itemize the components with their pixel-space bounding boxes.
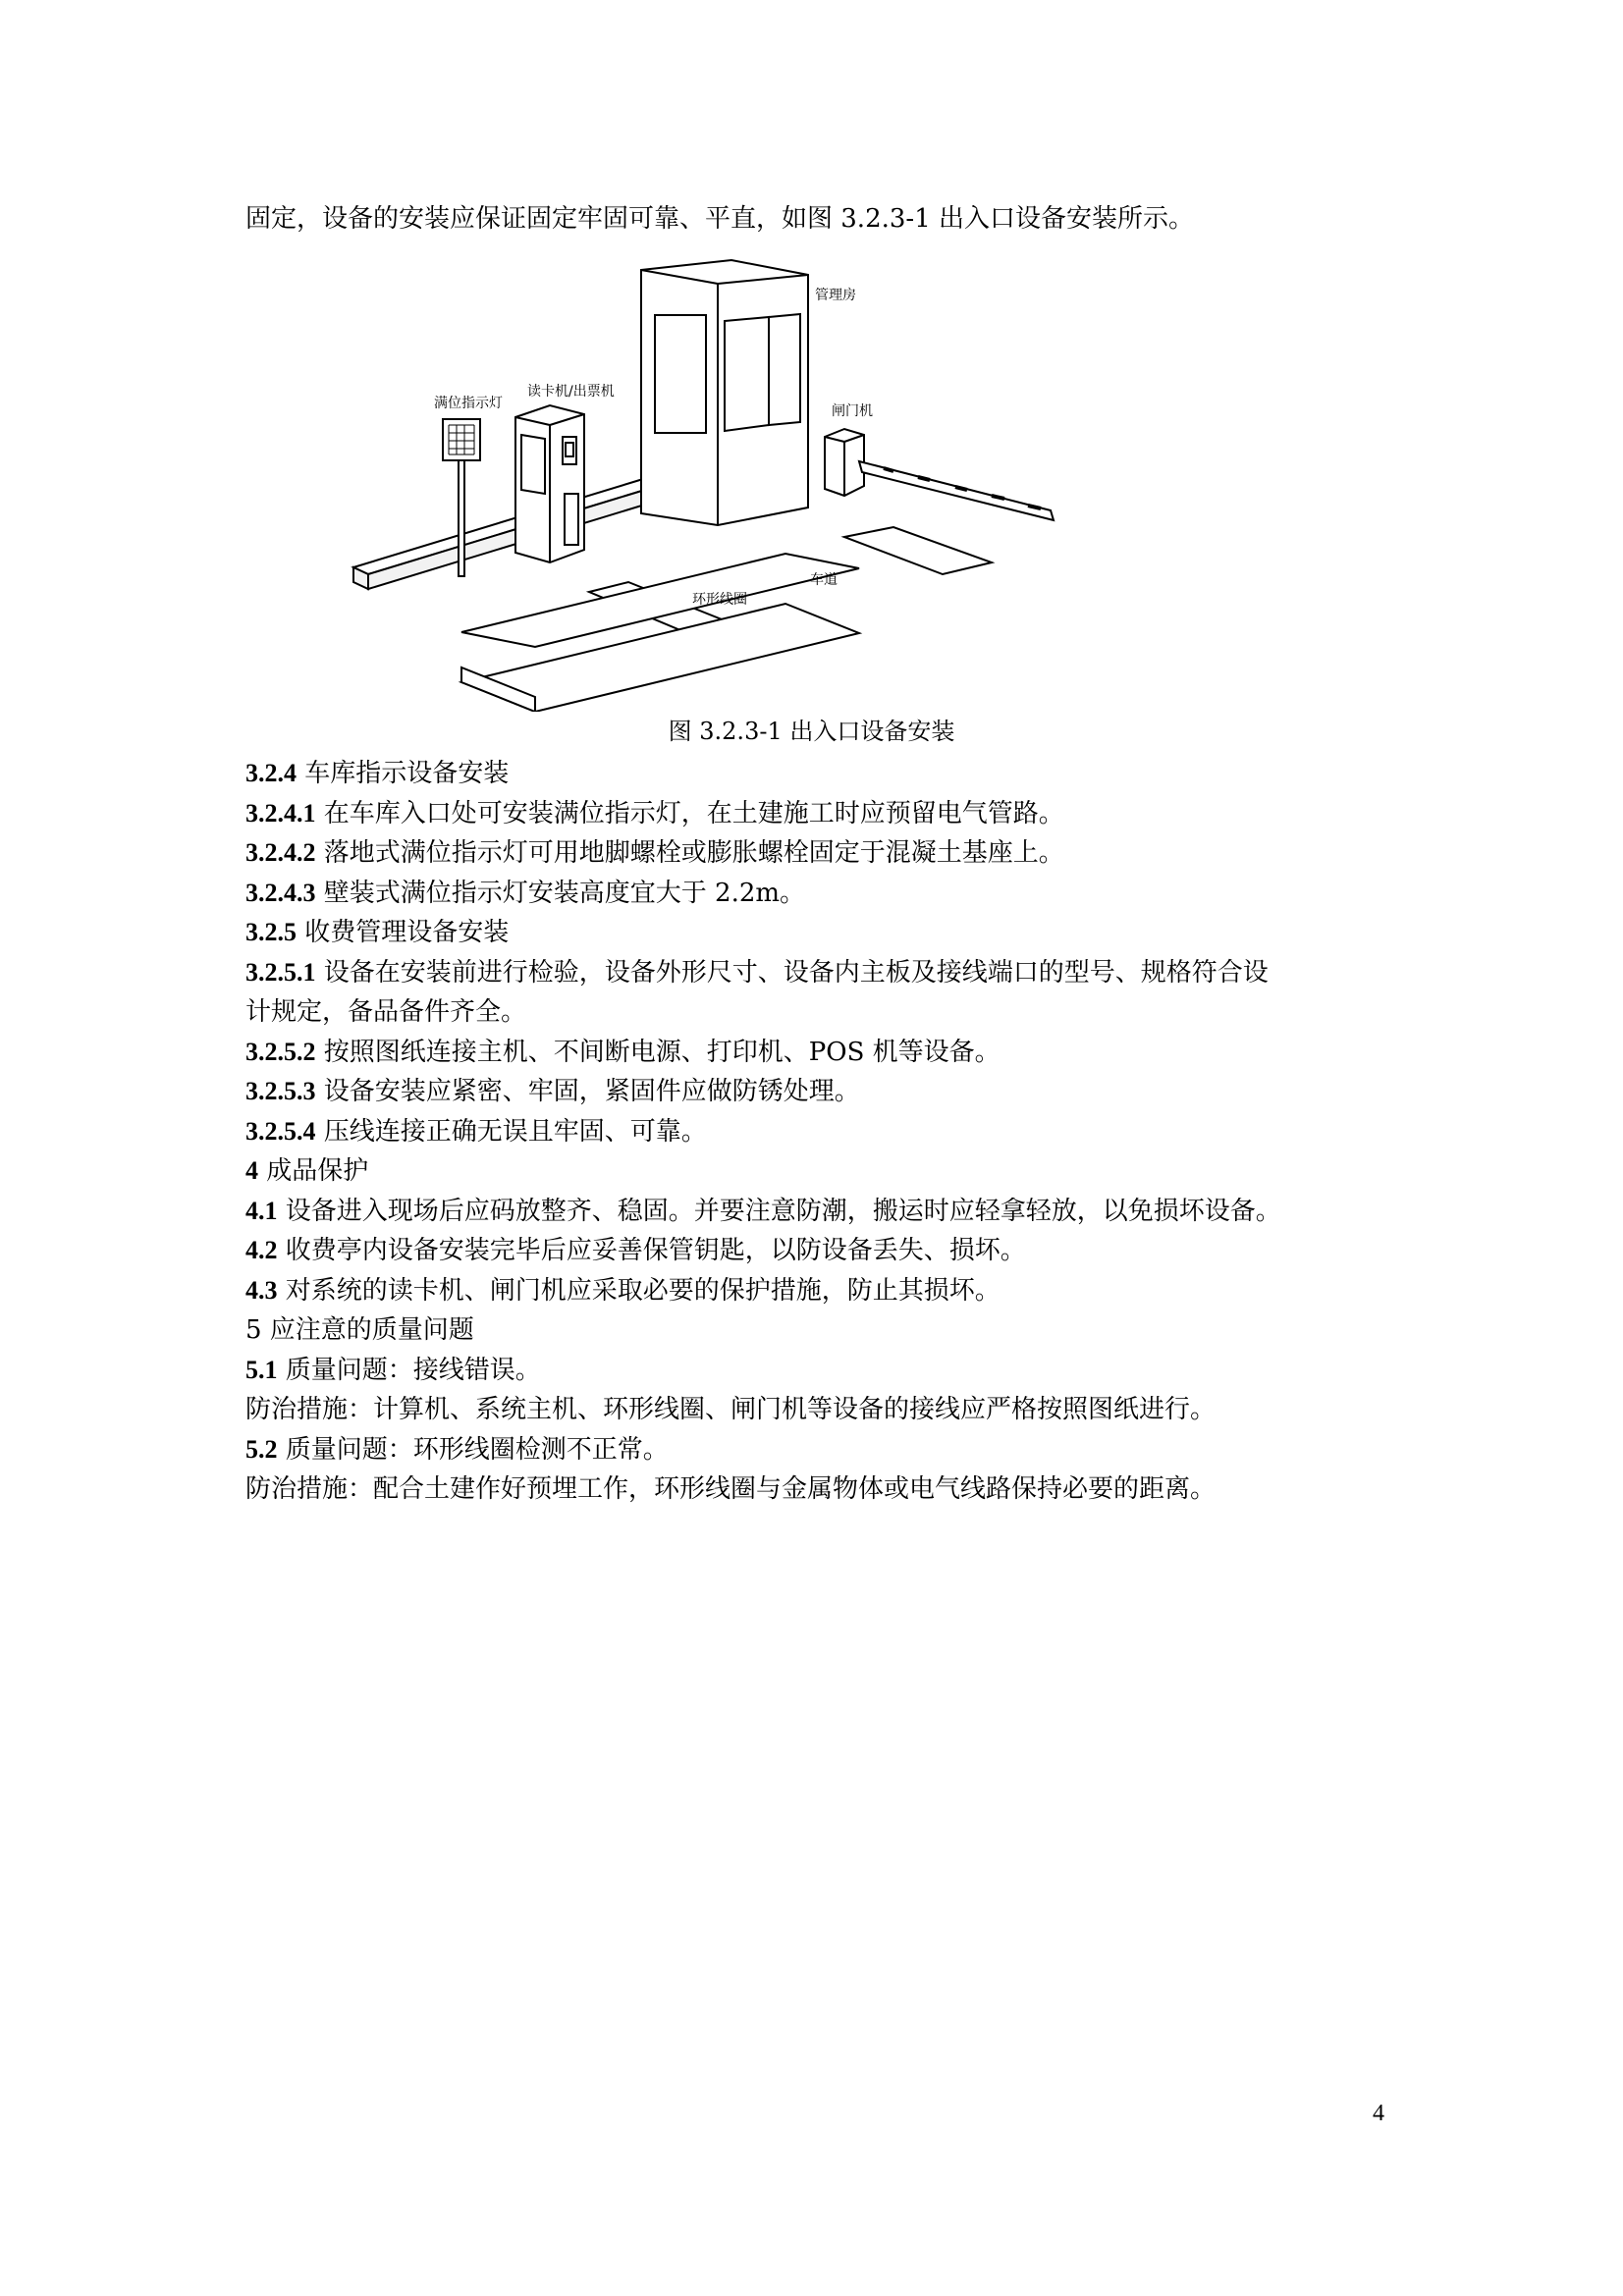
page-number: 4 <box>1373 2101 1384 2126</box>
section-text: 防治措施：计算机、系统主机、环形线圈、闸门机等设备的接线应严格按照图纸进行。 <box>245 1395 1217 1424</box>
section-number: 3.2.5 <box>245 918 297 946</box>
paragraph-line <box>245 1430 669 1469</box>
section-text: 防治措施：配合土建作好预埋工作，环形线圈与金属物体或电气线路保持必要的距离。 <box>245 1474 1217 1504</box>
section-text: 按照图纸连接主机、不间断电源、打印机、POS 机等设备。 <box>315 1037 1001 1067</box>
section-number: 3.2.5.3 <box>245 1077 316 1105</box>
paragraph-line <box>245 833 1064 873</box>
section-number: 4.2 <box>245 1236 278 1264</box>
section-number: 3.2.4.3 <box>245 878 316 907</box>
section-text: 成品保护 <box>258 1156 369 1186</box>
label-loop: 环形线圈 <box>692 592 747 608</box>
section-number: 3.2.5.2 <box>245 1037 316 1066</box>
section-number: 4.3 <box>245 1275 278 1305</box>
paragraph-line <box>245 794 1064 833</box>
section-number: 5.2 <box>245 1434 278 1464</box>
paragraph-line <box>245 1072 860 1111</box>
section-text: 壁装式满位指示灯安装高度宜大于 2.2m。 <box>315 878 806 908</box>
section-text: 设备进入现场后应码放整齐、稳固。并要注意防潮，搬运时应轻拿轻放，以免损坏设备。 <box>277 1196 1281 1226</box>
paragraph-line <box>245 1310 474 1350</box>
booth-building <box>641 260 808 525</box>
section-number: 3.2.4 <box>245 759 297 787</box>
section-number: 5.1 <box>245 1355 278 1384</box>
figure-caption: 图 3.2.3-1 出入口设备安装 <box>668 718 955 745</box>
card-reader-machine <box>515 405 584 562</box>
paragraph-line <box>245 1390 1216 1429</box>
paragraph-line <box>245 754 509 793</box>
section-number: 3.2.4.1 <box>245 798 316 828</box>
paragraph-line <box>245 992 526 1032</box>
section-number: 3.2.4.2 <box>245 838 316 867</box>
section-text: 质量问题：环形线圈检测不正常。 <box>277 1434 669 1465</box>
label-barrier: 闸门机 <box>832 403 873 419</box>
paragraph-line <box>245 1192 1281 1231</box>
island-platform <box>353 476 673 589</box>
paragraph-line <box>245 1469 1216 1509</box>
label-card-reader: 读卡机/出票机 <box>527 384 615 400</box>
paragraph-line <box>245 1033 1001 1072</box>
paragraph-line <box>245 874 805 913</box>
paragraph-line <box>245 1231 1026 1270</box>
section-text: 落地式满位指示灯可用地脚螺栓或膨胀螺栓固定于混凝土基座上。 <box>315 838 1064 868</box>
section-text: 对系统的读卡机、闸门机应采取必要的保护措施，防止其损坏。 <box>277 1275 1001 1306</box>
intro-paragraph: 固定，设备的安装应保证固定牢固可靠、平直，如图 3.2.3-1 出入口设备安装所示。 <box>245 204 1195 234</box>
section-text: 在车库入口处可安装满位指示灯，在土建施工时应预留电气管路。 <box>315 798 1064 828</box>
label-lane: 车道 <box>810 572 838 588</box>
section-text: 设备在安装前进行检验，设备外形尺寸、设备内主板及接线端口的型号、规格符合设 <box>315 957 1269 988</box>
section-text: 收费亭内设备安装完毕后应妥善保管钥匙，以防设备丢失、损坏。 <box>277 1236 1026 1265</box>
section-text: 计规定，备品备件齐全。 <box>245 997 527 1027</box>
section-number: 3.2.5.1 <box>245 957 316 987</box>
paragraph-line <box>245 913 509 952</box>
paragraph-line <box>245 1271 1001 1310</box>
label-full-light: 满位指示灯 <box>434 396 503 411</box>
section-text: 5 应注意的质量问题 <box>245 1315 474 1345</box>
section-text: 车库指示设备安装 <box>297 759 510 788</box>
entrance-equipment-figure <box>349 250 1291 712</box>
label-booth: 管理房 <box>815 288 856 303</box>
paragraph-line <box>245 1151 368 1191</box>
section-text: 设备安装应紧密、牢固，紧固件应做防锈处理。 <box>315 1077 860 1106</box>
barrier-gate <box>825 429 1054 520</box>
paragraph-line <box>245 953 1269 992</box>
paragraph-line <box>245 1112 707 1151</box>
section-number: 3.2.5.4 <box>245 1116 316 1146</box>
section-number: 4 <box>245 1156 258 1185</box>
section-number: 4.1 <box>245 1196 278 1225</box>
paragraph-line <box>245 1351 541 1390</box>
section-text: 收费管理设备安装 <box>297 918 510 947</box>
section-text: 质量问题：接线错误。 <box>277 1355 541 1385</box>
section-text: 压线连接正确无误且牢固、可靠。 <box>315 1116 707 1147</box>
